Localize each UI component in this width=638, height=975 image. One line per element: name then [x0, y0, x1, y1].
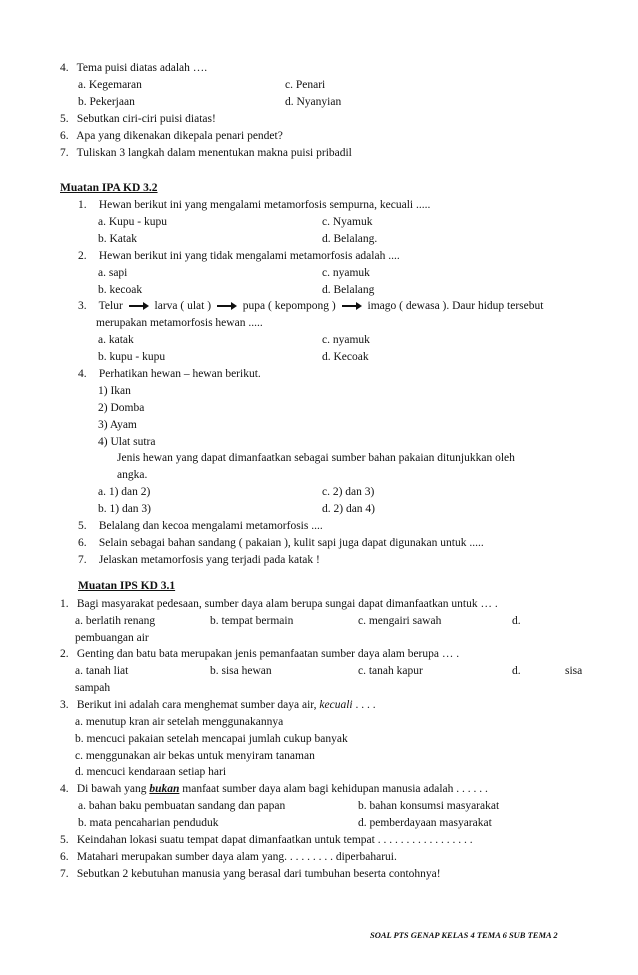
question-text: Sebutkan ciri-ciri puisi diatas!: [76, 113, 216, 125]
option-b: b. mencuci pakaian setelah mencapai jumlah cukup banyak: [75, 733, 348, 745]
question-stem: Jenis hewan yang dapat dimanfaatkan sebagai sumber bahan pakaian ditunjukkan oleh: [117, 452, 515, 464]
lifecycle-stage-egg: Telur: [98, 300, 123, 312]
question-number: 5.: [60, 834, 69, 846]
question-stem-cont: angka.: [117, 469, 148, 481]
option-a: a. berlatih renang: [75, 615, 156, 627]
question-number: 1.: [78, 199, 87, 211]
ipa-question-7: [78, 552, 320, 568]
question-text: Hewan berikut ini yang mengalami metamorfosis sempurna, kecuali .....: [98, 199, 431, 211]
list-item: 2) Domba: [98, 402, 145, 414]
section-heading-ips: Muatan IPS KD 3.1: [78, 580, 176, 592]
question-number: 4.: [60, 783, 69, 795]
option-d: d. Belalang: [322, 284, 375, 296]
option-c: c. nyamuk: [322, 267, 370, 279]
option-d: d. mencuci kendaraan setiap hari: [75, 766, 227, 778]
question-5: [60, 111, 216, 127]
question-number: 1.: [60, 598, 69, 610]
arrow-right-icon: [342, 302, 362, 310]
question-number: 7.: [78, 554, 87, 566]
question-text: Belalang dan kecoa mengalami metamorfosis ....: [98, 520, 323, 532]
arrow-right-icon: [129, 302, 149, 310]
question-text: Matahari merupakan sumber daya alam yang. . . . . . . . . diperbaharui.: [76, 851, 397, 863]
emphasis-bukan: bukan: [149, 783, 180, 795]
option-d: d. Belalang.: [322, 233, 378, 245]
ipa-question-3: [78, 298, 543, 314]
question-number: 4.: [78, 368, 87, 380]
option-d: d.: [512, 665, 521, 677]
question-continuation: merupakan metamorfosis hewan .....: [96, 317, 263, 329]
option-d: d. Kecoak: [322, 351, 369, 363]
question-dots: . . . .: [352, 699, 376, 711]
option-a: a. katak: [98, 334, 134, 346]
arrow-right-icon: [217, 302, 237, 310]
option-a: a. menutup kran air setelah menggunakannya: [75, 716, 284, 728]
question-4: [60, 60, 207, 76]
list-item: 4) Ulat sutra: [98, 436, 156, 448]
question-number: 5.: [78, 520, 87, 532]
option-b: b. Pekerjaan: [78, 96, 135, 108]
option-b: b. tempat bermain: [210, 615, 294, 627]
question-number: 4.: [60, 62, 69, 74]
ipa-question-1: [78, 197, 430, 213]
question-text: Apa yang dikenakan dikepala penari pendet?: [76, 130, 283, 142]
option-b: b. kecoak: [98, 284, 143, 296]
option-a: a. Kupu - kupu: [98, 216, 167, 228]
lifecycle-stage-pupa: pupa ( kepompong ): [242, 300, 336, 312]
question-6: [60, 128, 283, 144]
question-text: Perhatikan hewan – hewan berikut.: [98, 368, 261, 380]
list-item: 3) Ayam: [98, 419, 137, 431]
question-number: 7.: [60, 147, 69, 159]
question-text-pre: Di bawah yang: [76, 783, 147, 795]
question-text: Berikut ini adalah cara menghemat sumber daya air,: [76, 699, 317, 711]
question-text: Sebutkan 2 kebutuhan manusia yang berasal dari tumbuhan beserta contohnya!: [76, 868, 441, 880]
section-heading-ipa: Muatan IPA KD 3.2: [60, 182, 158, 194]
ips-question-4: [60, 781, 488, 797]
option-c: c. 2) dan 3): [322, 486, 375, 498]
option-b: b. mata pencaharian penduduk: [78, 817, 219, 829]
question-number: 2.: [78, 250, 87, 262]
question-number: 2.: [60, 648, 69, 660]
option-d: d. 2) dan 4): [322, 503, 376, 515]
option-b: b. 1) dan 3): [98, 503, 152, 515]
question-text: Hewan berikut ini yang tidak mengalami metamorfosis adalah ....: [98, 250, 400, 262]
question-number: 5.: [60, 113, 69, 125]
option-d: d. Nyanyian: [285, 96, 342, 108]
ips-question-5: [60, 832, 473, 848]
question-number: 6.: [60, 851, 69, 863]
question-text: Tuliskan 3 langkah dalam menentukan makna puisi pribadil: [76, 147, 352, 159]
option-a: a. 1) dan 2): [98, 486, 151, 498]
option-a: a. bahan baku pembuatan sandang dan papan: [78, 800, 286, 812]
option-d-cont: sampah: [75, 682, 111, 694]
question-text: Selain sebagai bahan sandang ( pakaian ), kulit sapi juga dapat digunakan untuk .....: [98, 537, 484, 549]
question-number: 3.: [78, 300, 87, 312]
question-text-post: manfaat sumber daya alam bagi kehidupan manusia adalah . . . . . .: [182, 783, 488, 795]
option-a: a. sapi: [98, 267, 128, 279]
option-c: b. bahan konsumsi masyarakat: [358, 800, 500, 812]
ipa-question-4: [78, 366, 261, 382]
option-c: c. menggunakan air bekas untuk menyiram tanaman: [75, 750, 315, 762]
emphasis-kecuali: kecuali: [319, 699, 353, 711]
page-footer: SOAL PTS GENAP KELAS 4 TEMA 6 SUB TEMA 2: [370, 930, 558, 940]
ips-question-7: [60, 866, 441, 882]
option-d-word: sisa: [565, 665, 583, 677]
option-d: d. pemberdayaan masyarakat: [358, 817, 492, 829]
question-text: Bagi masyarakat pedesaan, sumber daya alam berupa sungai dapat dimanfaatkan untuk … .: [76, 598, 498, 610]
option-c: c. mengairi sawah: [358, 615, 442, 627]
option-b: b. sisa hewan: [210, 665, 272, 677]
option-c: c. nyamuk: [322, 334, 370, 346]
option-d-cont: pembuangan air: [75, 632, 149, 644]
question-number: 3.: [60, 699, 69, 711]
option-c: c. tanah kapur: [358, 665, 423, 677]
ipa-question-5: [78, 518, 323, 534]
option-b: b. kupu - kupu: [98, 351, 166, 363]
question-number: 7.: [60, 868, 69, 880]
ips-question-2: [60, 646, 459, 662]
question-text: Tema puisi diatas adalah ….: [76, 62, 208, 74]
question-number: 6.: [78, 537, 87, 549]
option-a: a. Kegemaran: [78, 79, 142, 91]
option-b: b. Katak: [98, 233, 137, 245]
ips-question-6: [60, 849, 397, 865]
lifecycle-stage-larva: larva ( ulat ): [154, 300, 212, 312]
ipa-question-6: [78, 535, 484, 551]
question-number: 6.: [60, 130, 69, 142]
ips-question-3: [60, 697, 376, 713]
question-text: Jelaskan metamorfosis yang terjadi pada katak !: [98, 554, 320, 566]
option-d: d.: [512, 615, 521, 627]
ips-question-1: [60, 596, 498, 612]
ipa-question-2: [78, 248, 400, 264]
lifecycle-stage-imago: imago ( dewasa ). Daur hidup tersebut: [367, 300, 544, 312]
option-c: c. Nyamuk: [322, 216, 373, 228]
option-a: a. tanah liat: [75, 665, 129, 677]
list-item: 1) Ikan: [98, 385, 131, 397]
question-text: Genting dan batu bata merupakan jenis pemanfaatan sumber daya alam berupa … .: [76, 648, 460, 660]
option-c: c. Penari: [285, 79, 326, 91]
question-text: Keindahan lokasi suatu tempat dapat dimanfaatkan untuk tempat . . . . . . . . . . . . . . . . .: [76, 834, 473, 846]
question-7: [60, 145, 352, 161]
